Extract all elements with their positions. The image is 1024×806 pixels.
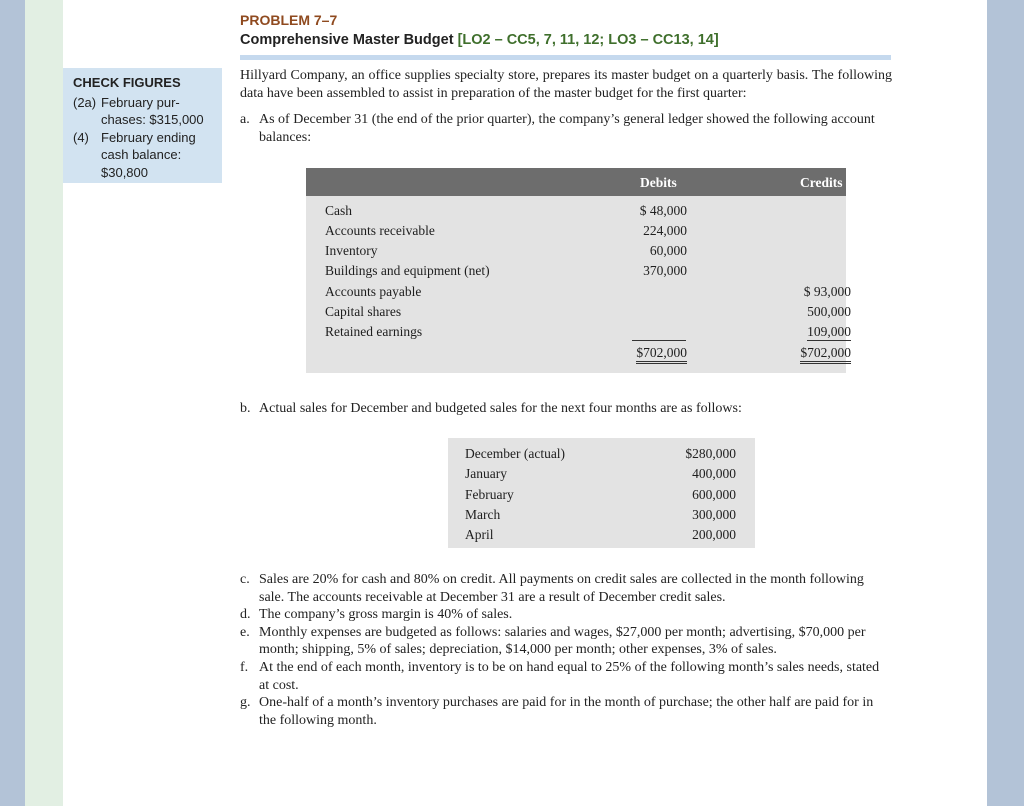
- ledger-row: [306, 262, 846, 282]
- account-name: Accounts payable: [325, 284, 422, 299]
- check-figure-text: February ending cash balance: $30,800: [101, 129, 196, 180]
- ledger-header: [306, 168, 846, 196]
- account-name: Accounts receivable: [325, 223, 435, 238]
- learning-objectives: [LO2 – CC5, 7, 11, 12; LO3 – CC13, 14]: [457, 32, 719, 48]
- sales-amount: 200,000: [692, 527, 736, 542]
- check-figure-item: [73, 129, 222, 182]
- credit-value: 500,000: [807, 304, 851, 319]
- problem-title: [240, 32, 719, 48]
- account-name: Cash: [325, 203, 352, 218]
- check-figures-heading: CHECK FIGURES: [73, 75, 181, 90]
- check-figures-box: [63, 68, 222, 183]
- item-c: [240, 571, 892, 606]
- ledger-row: [306, 323, 851, 343]
- account-name: Capital shares: [325, 304, 402, 319]
- credit-value: $ 93,000: [803, 284, 851, 299]
- problem-title-text: Comprehensive Master Budget: [240, 32, 458, 48]
- item-label: a.: [240, 112, 250, 127]
- sales-row: [448, 506, 755, 526]
- credit-value: 109,000: [807, 324, 851, 339]
- sales-amount: 300,000: [692, 507, 736, 522]
- item-label: e.: [240, 624, 250, 640]
- debit-subtotal-rule: [632, 340, 686, 341]
- check-figure-text: February pur-chases: $315,000: [101, 94, 204, 128]
- sales-amount: 400,000: [692, 466, 736, 481]
- credits-header: Credits: [800, 175, 843, 190]
- item-label: c.: [240, 572, 250, 587]
- item-text: Monthly expenses are budgeted as follows: salaries and wages, $27,000 per month; advertising, $70,000 per month; shipping, 5% of sales; depreciation, $14,000 per month; other expenses, 3% of sales.: [259, 624, 866, 658]
- sales-row: [448, 465, 755, 485]
- account-name: Retained earnings: [325, 324, 423, 339]
- problem-number: PROBLEM 7–7: [240, 12, 338, 28]
- ledger-row: [306, 303, 851, 323]
- debit-value: $ 48,000: [639, 203, 687, 218]
- items-list: [240, 571, 892, 729]
- account-name: Buildings and equipment (net): [325, 263, 490, 278]
- check-figure-number: (4): [73, 129, 89, 145]
- debit-value: 224,000: [643, 223, 687, 238]
- ledger-total-row: [306, 344, 851, 364]
- intro-paragraph: Hillyard Company, an office supplies specialty store, prepares its master budget on a quarterly basis. The following data have been assembled to assist in preparation of the master budget for the first quarter:: [240, 68, 892, 101]
- textbook-page: [25, 0, 987, 806]
- ledger-row: [306, 242, 846, 262]
- item-text: One-half of a month’s inventory purchases are paid for in the month of purchase; the other half are paid for in the following month.: [259, 695, 874, 728]
- sales-row: [448, 526, 755, 546]
- item-label: f.: [240, 659, 249, 675]
- debit-value: 60,000: [649, 243, 687, 258]
- ledger-row: [306, 283, 851, 303]
- sales-row: [448, 486, 755, 506]
- account-name: Inventory: [325, 243, 378, 258]
- item-label: d.: [240, 607, 251, 623]
- item-text: At the end of each month, inventory is to be on hand equal to 25% of the following month’s sales needs, stated at cost.: [259, 659, 880, 693]
- item-a: [240, 111, 892, 147]
- sales-table: [448, 438, 755, 548]
- item-g: [240, 694, 892, 729]
- check-figure-number: (2a): [73, 94, 97, 110]
- sales-month: March: [465, 507, 501, 522]
- sales-month: January: [465, 466, 507, 481]
- total-debit: $702,000: [636, 345, 687, 364]
- item-b: [240, 400, 892, 418]
- sales-amount: $280,000: [685, 446, 736, 461]
- item-text: Actual sales for December and budgeted sales for the next four months are as follows:: [259, 401, 742, 416]
- sales-month: February: [465, 487, 514, 502]
- item-e: [240, 624, 892, 659]
- sales-month: April: [465, 527, 494, 542]
- item-d: [240, 606, 892, 624]
- check-figure-item: [73, 94, 222, 129]
- ledger-row: [306, 202, 846, 222]
- ledger-row: [306, 222, 846, 242]
- ledger-table: [306, 168, 851, 373]
- debits-header: Debits: [640, 175, 677, 190]
- sales-amount: 600,000: [692, 487, 736, 502]
- sales-month: December (actual): [465, 446, 566, 461]
- item-f: [240, 659, 892, 694]
- item-text: The company’s gross margin is 40% of sales.: [259, 607, 513, 623]
- item-text: Sales are 20% for cash and 80% on credit. All payments on credit sales are collected in the month following sale. The accounts receivable at December 31 are a result of December credit sales.: [259, 572, 864, 605]
- title-rule: [240, 55, 891, 60]
- sales-row: [448, 445, 755, 465]
- item-label: g.: [240, 695, 251, 711]
- item-label: b.: [240, 401, 251, 416]
- total-credit: $702,000: [800, 345, 851, 364]
- margin-strip: [25, 0, 63, 806]
- item-text: As of December 31 (the end of the prior quarter), the company’s general ledger showed the following account balances:: [259, 112, 875, 145]
- debit-value: 370,000: [643, 263, 687, 278]
